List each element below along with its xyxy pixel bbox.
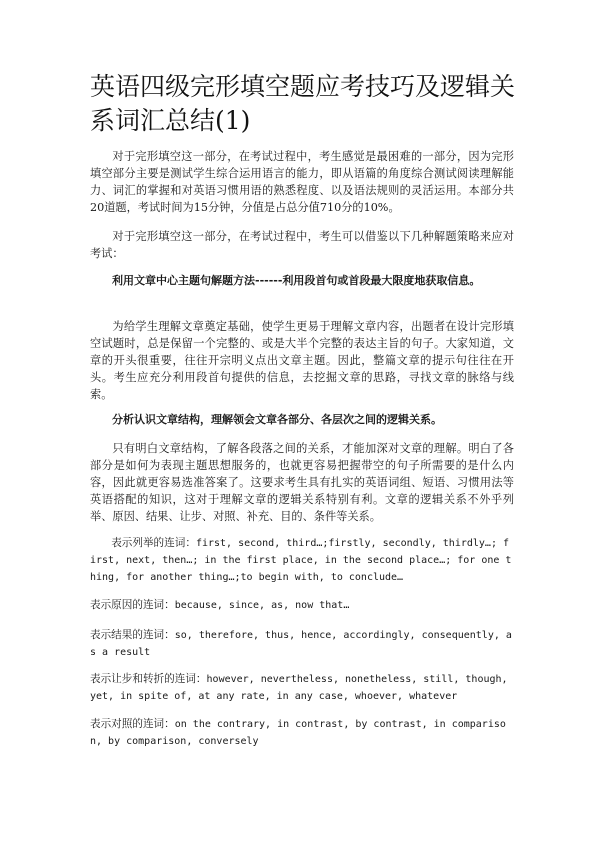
section-heading-structure: 分析认识文章结构，理解领会文章各部分、各层次之间的逻辑关系。 (112, 413, 442, 426)
connectives-contrast-label: 表示对照的连词： (90, 718, 175, 730)
connectives-enumeration (90, 535, 514, 586)
connectives-concession-label: 表示让步和转折的连词： (90, 673, 207, 685)
paragraph-structure: 只有明白文章结构，了解各段落之间的关系，才能加深对文章的理解。明白了各部分是如何为表现主题思想服务的，也就更容易把握带空的句子所需要的是什么内容，因此就更容易选准答案了。这要求考生具有扎实的英语词组、短语、习惯用法等英语搭配的知识，这对于理解文章的逻辑关系特别有利。文章的逻辑关系不外乎列举、原因、结果、让步、对照、补充、目的、条件等关系。 (90, 442, 514, 523)
connectives-enumeration-words: first, second, third…;firstly, secondly, thirdly…; first, next, then…; in the first place, in the second place…; for one thing, for another thing…;to begin with, to conclude… (90, 538, 512, 583)
connectives-concession-words: however, nevertheless, nonetheless, still, though, yet, in spite of, at any rate, in any case, whoever, whatever (90, 674, 508, 702)
paragraph-intro: 对于完形填空这一部分，在考试过程中，考生感觉是最困难的一部分，因为完形填空部分主要是测试学生综合运用语言的能力，即从语篇的角度综合测试阅读理解能力、词汇的掌握和对英语习惯用语的熟悉程度、以及语法规则的灵活运用。本部分共20道题，考试时间为15分钟，分值是占总分值710分的10%。 (90, 150, 514, 214)
connectives-contrast (90, 716, 514, 750)
connectives-cause (90, 597, 514, 614)
document-title: 英语四级完形填空题应考技巧及逻辑关系词汇总结(1) (90, 72, 516, 135)
connectives-result (90, 627, 514, 661)
paragraph-topic-sentence: 为给学生理解文章奠定基础，使学生更易于理解文章内容，出题者在设计完形填空试题时，总是保留一个完整的、或是大半个完整的表达主旨的句子。大家知道，文章的开头很重要，往往开宗明义点出文章主题。因此，整篇文章的提示句往往在开头。考生应充分利用段首句提供的信息，去挖掘文章的思路，寻找文章的脉络与线索。 (90, 320, 514, 401)
connectives-result-label: 表示结果的连词： (90, 629, 175, 641)
connectives-cause-words: because, since, as, now that… (174, 600, 350, 611)
connectives-concession (90, 671, 514, 705)
connectives-result-words: so, therefore, thus, hence, accordingly, consequently, as a result (90, 630, 512, 658)
connectives-enumeration-label: 表示列举的连词： (111, 537, 196, 549)
connectives-contrast-words: on the contrary, in contrast, by contrast, in comparison, by comparison, conversely (90, 719, 506, 747)
connectives-cause-label: 表示原因的连词： (90, 599, 175, 611)
section-heading-topic-sentence: 利用文章中心主题句解题方法------利用段首句或首段最大限度地获取信息。 (112, 274, 481, 287)
paragraph-strategies: 对于完形填空这一部分，在考试过程中，考生可以借鉴以下几种解题策略来应对考试： (90, 230, 514, 260)
